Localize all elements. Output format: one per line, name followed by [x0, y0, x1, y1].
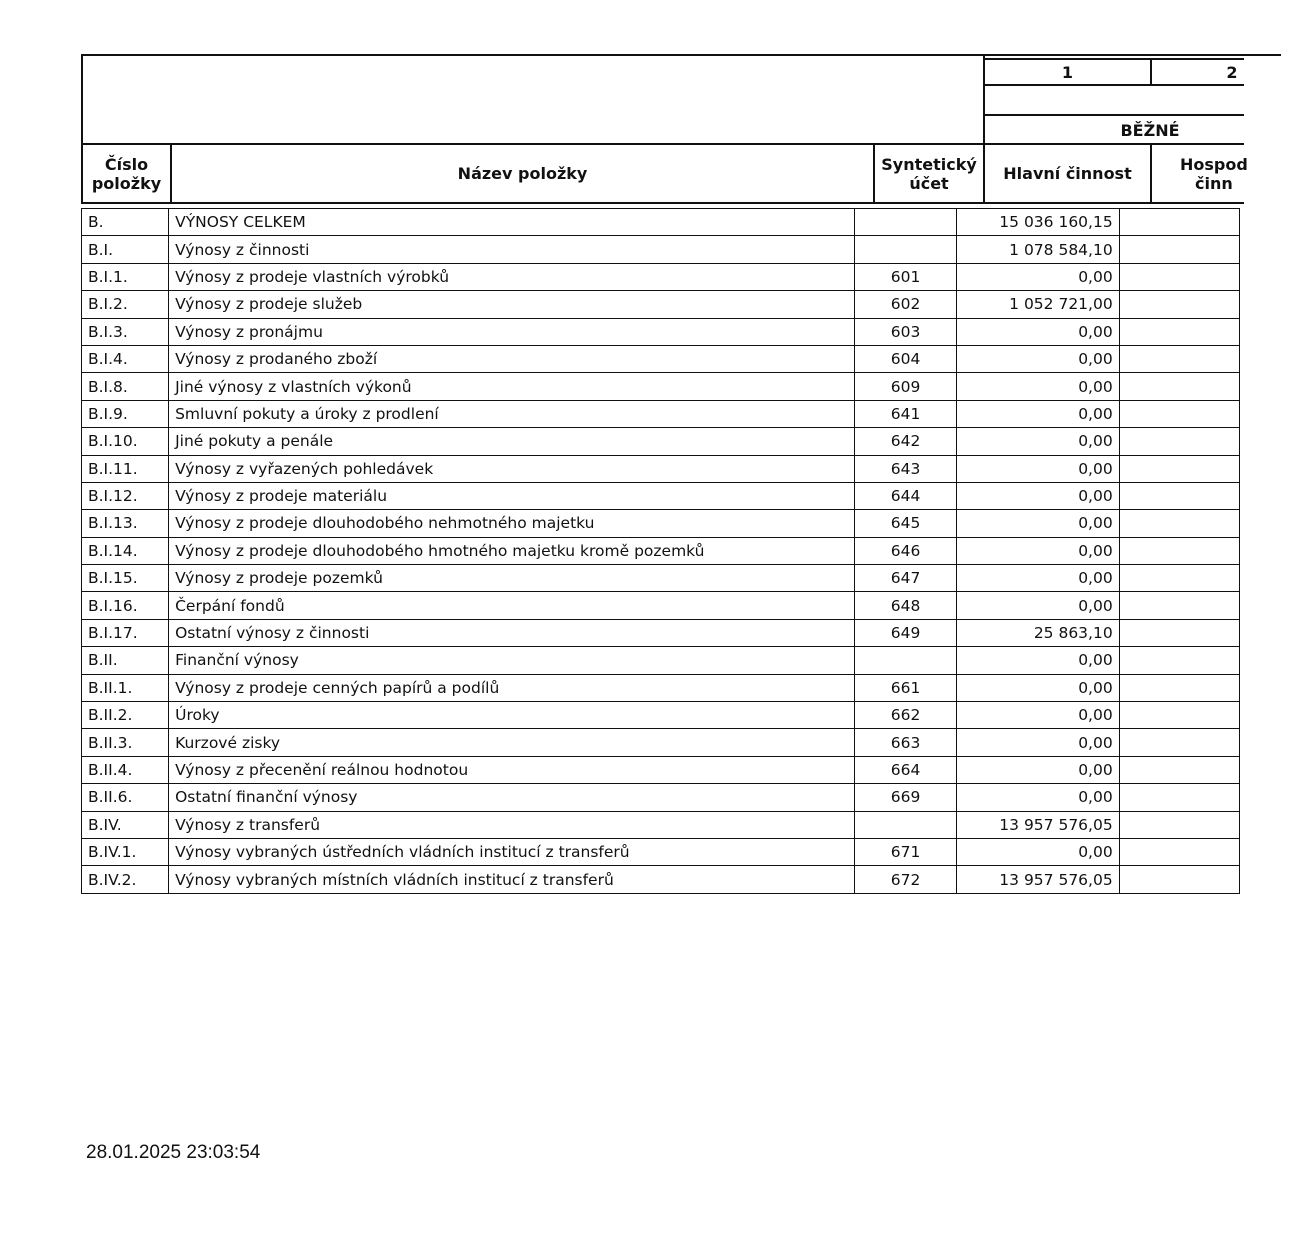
row-code: B.I.14.: [82, 537, 169, 564]
row-economic-activity: [1119, 674, 1239, 701]
row-economic-activity: [1119, 209, 1239, 236]
table-row: [82, 811, 1240, 838]
table-row: [82, 592, 1240, 619]
row-economic-activity: [1119, 811, 1239, 838]
row-code: B.I.15.: [82, 565, 169, 592]
row-economic-activity: [1119, 236, 1239, 263]
row-code: B.IV.: [82, 811, 169, 838]
column-header-main-activity: Hlavní činnost: [1003, 164, 1132, 183]
row-code: B.I.10.: [82, 428, 169, 455]
row-code: B.I.3.: [82, 318, 169, 345]
row-code: B.I.11.: [82, 455, 169, 482]
row-main-activity: 0,00: [957, 702, 1120, 729]
row-economic-activity: [1119, 345, 1239, 372]
row-economic-activity: [1119, 428, 1239, 455]
row-main-activity: 13 957 576,05: [957, 811, 1120, 838]
row-code: B.I.4.: [82, 345, 169, 372]
row-name: Kurzové zisky: [169, 729, 855, 756]
row-name: Výnosy z pronájmu: [169, 318, 855, 345]
table-row: [82, 428, 1240, 455]
table-row: [82, 674, 1240, 701]
column-number-2: 2: [1226, 62, 1238, 82]
row-account: 672: [855, 866, 957, 893]
row-name: Výnosy z prodaného zboží: [169, 345, 855, 372]
table-row: [82, 291, 1240, 318]
row-account: 663: [855, 729, 957, 756]
row-code: B.II.1.: [82, 674, 169, 701]
row-main-activity: 0,00: [957, 318, 1120, 345]
row-account: [855, 209, 957, 236]
table-row: [82, 647, 1240, 674]
row-name: Výnosy z prodeje služeb: [169, 291, 855, 318]
row-code: B.II.3.: [82, 729, 169, 756]
table-row: [82, 729, 1240, 756]
row-name: Smluvní pokuty a úroky z prodlení: [169, 400, 855, 427]
row-account: 649: [855, 619, 957, 646]
row-name: Úroky: [169, 702, 855, 729]
table-row: [82, 838, 1240, 865]
row-account: 609: [855, 373, 957, 400]
row-account: 602: [855, 291, 957, 318]
row-main-activity: 1 078 584,10: [957, 236, 1120, 263]
row-account: 641: [855, 400, 957, 427]
row-account: 643: [855, 455, 957, 482]
row-code: B.II.: [82, 647, 169, 674]
row-account: 645: [855, 510, 957, 537]
row-name: Výnosy z transferů: [169, 811, 855, 838]
row-name: Výnosy z přecenění reálnou hodnotou: [169, 756, 855, 783]
row-economic-activity: [1119, 263, 1239, 290]
row-name: Výnosy z prodeje materiálu: [169, 482, 855, 509]
row-account: 642: [855, 428, 957, 455]
row-economic-activity: [1119, 373, 1239, 400]
period-label: BĚŽNÉ: [1120, 120, 1180, 140]
table-row: [82, 373, 1240, 400]
row-code: B.I.1.: [82, 263, 169, 290]
table-row: [82, 619, 1240, 646]
row-code: B.I.8.: [82, 373, 169, 400]
row-account: 661: [855, 674, 957, 701]
row-code: B.: [82, 209, 169, 236]
column-header-account: Syntetický účet: [881, 154, 977, 193]
table-row: [82, 784, 1240, 811]
row-economic-activity: [1119, 318, 1239, 345]
row-economic-activity: [1119, 291, 1239, 318]
row-code: B.IV.2.: [82, 866, 169, 893]
row-account: 648: [855, 592, 957, 619]
row-main-activity: 0,00: [957, 373, 1120, 400]
row-code: B.IV.1.: [82, 838, 169, 865]
row-code: B.I.2.: [82, 291, 169, 318]
row-economic-activity: [1119, 619, 1239, 646]
table-row: [82, 400, 1240, 427]
row-name: Výnosy vybraných místních vládních institucí z transferů: [169, 866, 855, 893]
row-account: 664: [855, 756, 957, 783]
row-account: 604: [855, 345, 957, 372]
column-header-economic-activity: Hospod činn: [1180, 154, 1248, 193]
row-name: Výnosy z prodeje vlastních výrobků: [169, 263, 855, 290]
table-row: [82, 263, 1240, 290]
table-row: [82, 866, 1240, 893]
row-main-activity: 0,00: [957, 565, 1120, 592]
table-row: [82, 565, 1240, 592]
column-header-name: Název položky: [457, 164, 588, 183]
row-name: Výnosy z činnosti: [169, 236, 855, 263]
row-economic-activity: [1119, 756, 1239, 783]
row-economic-activity: [1119, 482, 1239, 509]
row-account: 669: [855, 784, 957, 811]
row-name: Výnosy z prodeje dlouhodobého hmotného majetku kromě pozemků: [169, 537, 855, 564]
row-code: B.II.2.: [82, 702, 169, 729]
row-main-activity: 0,00: [957, 428, 1120, 455]
row-economic-activity: [1119, 729, 1239, 756]
row-code: B.II.6.: [82, 784, 169, 811]
row-name: Výnosy z prodeje dlouhodobého nehmotného majetku: [169, 510, 855, 537]
table-row: [82, 702, 1240, 729]
column-header-code: Číslo položky: [91, 154, 162, 193]
row-account: [855, 811, 957, 838]
row-economic-activity: [1119, 866, 1239, 893]
row-economic-activity: [1119, 838, 1239, 865]
row-economic-activity: [1119, 565, 1239, 592]
row-main-activity: 0,00: [957, 674, 1120, 701]
revenue-table: [81, 208, 1240, 894]
table-row: [82, 510, 1240, 537]
row-main-activity: 0,00: [957, 729, 1120, 756]
table-row: [82, 345, 1240, 372]
row-name: Ostatní výnosy z činnosti: [169, 619, 855, 646]
print-timestamp: 28.01.2025 23:03:54: [86, 1142, 261, 1163]
row-economic-activity: [1119, 537, 1239, 564]
row-account: 603: [855, 318, 957, 345]
row-main-activity: 25 863,10: [957, 619, 1120, 646]
row-main-activity: 0,00: [957, 482, 1120, 509]
row-code: B.I.16.: [82, 592, 169, 619]
row-account: 646: [855, 537, 957, 564]
row-economic-activity: [1119, 592, 1239, 619]
row-code: B.II.4.: [82, 756, 169, 783]
row-economic-activity: [1119, 647, 1239, 674]
row-main-activity: 15 036 160,15: [957, 209, 1120, 236]
table-row: [82, 756, 1240, 783]
row-name: Ostatní finanční výnosy: [169, 784, 855, 811]
row-account: 644: [855, 482, 957, 509]
table-row: [82, 537, 1240, 564]
row-main-activity: 0,00: [957, 592, 1120, 619]
row-account: [855, 647, 957, 674]
table-row: [82, 236, 1240, 263]
row-name: Výnosy z prodeje pozemků: [169, 565, 855, 592]
row-code: B.I.13.: [82, 510, 169, 537]
row-account: 601: [855, 263, 957, 290]
row-code: B.I.: [82, 236, 169, 263]
row-main-activity: 0,00: [957, 345, 1120, 372]
row-code: B.I.17.: [82, 619, 169, 646]
row-economic-activity: [1119, 784, 1239, 811]
row-name: VÝNOSY CELKEM: [169, 209, 855, 236]
column-number-1: 1: [1061, 62, 1074, 82]
row-main-activity: 0,00: [957, 400, 1120, 427]
row-account: [855, 236, 957, 263]
row-economic-activity: [1119, 702, 1239, 729]
row-account: 671: [855, 838, 957, 865]
row-main-activity: 13 957 576,05: [957, 866, 1120, 893]
row-economic-activity: [1119, 510, 1239, 537]
row-main-activity: 0,00: [957, 263, 1120, 290]
row-main-activity: 1 052 721,00: [957, 291, 1120, 318]
row-name: Čerpání fondů: [169, 592, 855, 619]
row-main-activity: 0,00: [957, 784, 1120, 811]
table-row: [82, 455, 1240, 482]
table-row: [82, 209, 1240, 236]
row-name: Jiné pokuty a penále: [169, 428, 855, 455]
row-account: 647: [855, 565, 957, 592]
row-name: Výnosy z prodeje cenných papírů a podílů: [169, 674, 855, 701]
row-code: B.I.9.: [82, 400, 169, 427]
row-main-activity: 0,00: [957, 756, 1120, 783]
row-main-activity: 0,00: [957, 455, 1120, 482]
row-name: Jiné výnosy z vlastních výkonů: [169, 373, 855, 400]
row-name: Finanční výnosy: [169, 647, 855, 674]
row-name: Výnosy vybraných ústředních vládních institucí z transferů: [169, 838, 855, 865]
row-account: 662: [855, 702, 957, 729]
row-economic-activity: [1119, 455, 1239, 482]
row-economic-activity: [1119, 400, 1239, 427]
row-code: B.I.12.: [82, 482, 169, 509]
table-row: [82, 318, 1240, 345]
row-main-activity: 0,00: [957, 838, 1120, 865]
table-row: [82, 482, 1240, 509]
row-name: Výnosy z vyřazených pohledávek: [169, 455, 855, 482]
row-main-activity: 0,00: [957, 510, 1120, 537]
row-main-activity: 0,00: [957, 537, 1120, 564]
row-main-activity: 0,00: [957, 647, 1120, 674]
